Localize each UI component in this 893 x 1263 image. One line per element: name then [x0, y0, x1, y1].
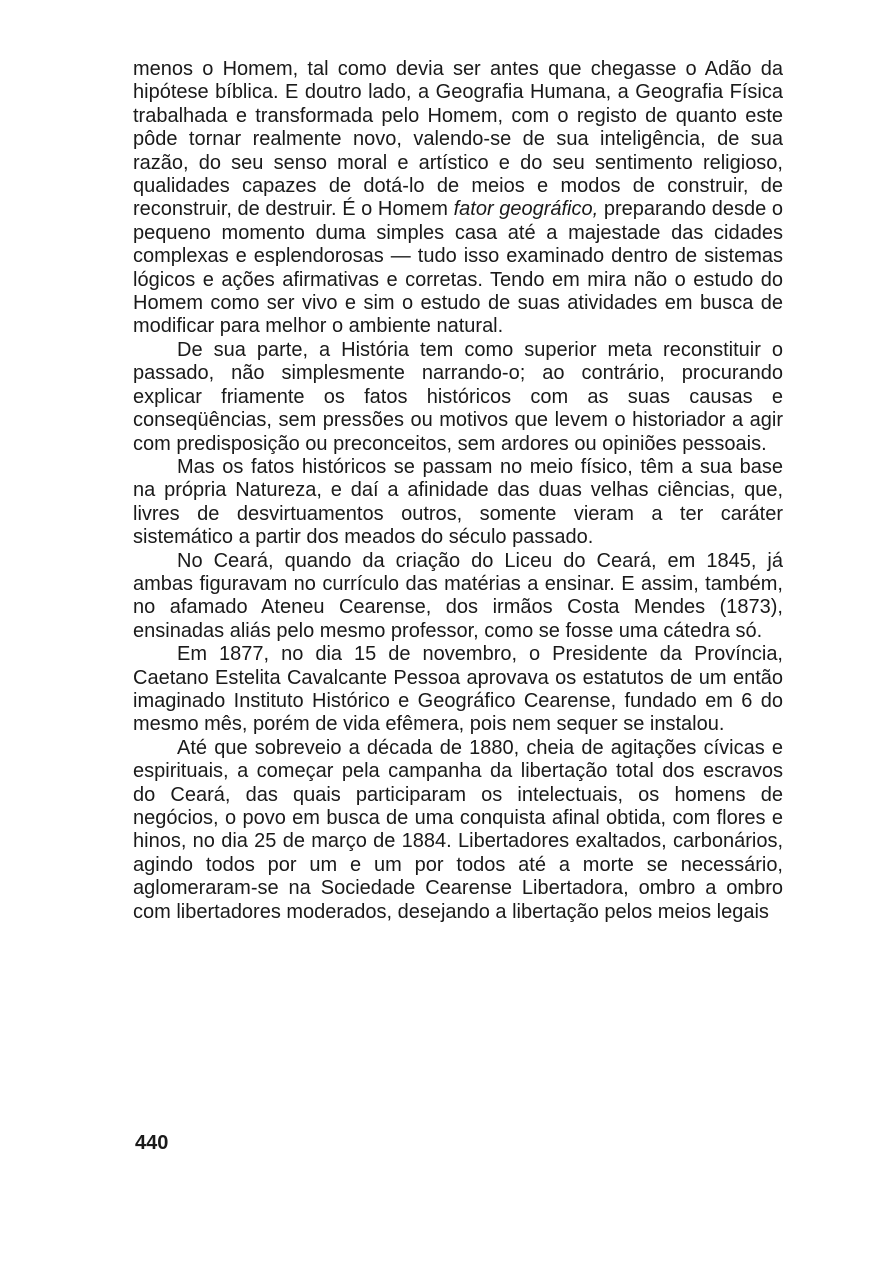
- text-run: No Ceará, quando da criação do Liceu do Ceará, em 1845, já ambas figuravam no currículo das matérias a ensinar. E assim, também, no afamado Ateneu Cearense, dos irmãos Costa Mendes (1873), ensinadas aliás pelo mesmo professor, como se fosse uma cátedra só.: [133, 549, 783, 642]
- text-run: menos o Homem, tal como devia ser antes que chegasse o Adão da hipótese bíblica. E doutro lado, a Geografia Humana, a Geografia Física trabalhada e transformada pelo Homem, com o registo de quanto este pôde tornar realmente novo, valendo-se de sua inteligência, de sua razão, do seu senso moral e artístico e do seu sentimento religioso, qualidades capazes de dotá-lo de meios e modos de construir, de reconstruir, de destruir. É o Homem: [133, 58, 783, 221]
- paragraph-historia: [133, 339, 783, 456]
- paragraph-instituto-1877: [133, 643, 783, 737]
- paragraph-decada-1880: [133, 737, 783, 924]
- page-number: 440: [135, 1132, 169, 1154]
- italic-term: fator geográfico,: [453, 198, 599, 221]
- paragraph-fatos-historicos: [133, 456, 783, 550]
- text-run: Até que sobreveio a década de 1880, cheia de agitações cívicas e espirituais, a começar pela campanha da libertação total dos escravos do Ceará, das quais participaram os intelectuais, os homens de negócios, o povo em busca de uma conquista afinal obtida, com flores e hinos, no dia 25 de março de 1884. Libertadores exaltados, carbonários, agindo todos por um e um por todos até a morte se necessário, aglomeraram-se na Sociedade Cearense Libertadora, ombro a ombro com libertadores moderados, desejando a libertação pelos meios legais: [133, 736, 783, 923]
- paragraph-liceu-ceara: [133, 550, 783, 644]
- text-run: preparando desde o pequeno momento duma simples casa até a majestade das cidades complexas e esplendorosas — tudo isso examinado dentro de sistemas lógicos e ações afirmativas e corretas. Tendo em mira não o estudo do Homem como ser vivo e sim o estudo de suas atividades em busca de modificar para melhor o ambiente natural.: [133, 198, 783, 338]
- text-run: Em 1877, no dia 15 de novembro, o Presidente da Província, Caetano Estelita Cavalcante Pessoa aprovava os estatutos de um então imaginado Instituto Histórico e Geográfico Cearense, fundado em 6 do mesmo mês, porém de vida efêmera, pois nem sequer se instalou.: [133, 643, 783, 736]
- text-run: De sua parte, a História tem como superior meta reconstituir o passado, não simplesmente narrando-o; ao contrário, procurando explicar friamente os fatos históricos com as suas causas e conseqüências, sem pressões ou motivos que levem o historiador a agir com predisposição ou preconceitos, sem ardores ou opiniões pessoais.: [133, 338, 783, 455]
- text-run: Mas os fatos históricos se passam no meio físico, têm a sua base na própria Natureza, e daí a afinidade das duas velhas ciências, que, livres de desvirtuamentos outros, somente vieram a ter caráter sistemático a partir dos meados do século passado.: [133, 455, 783, 549]
- body-text: [133, 58, 783, 924]
- paragraph-geografia: [133, 58, 783, 339]
